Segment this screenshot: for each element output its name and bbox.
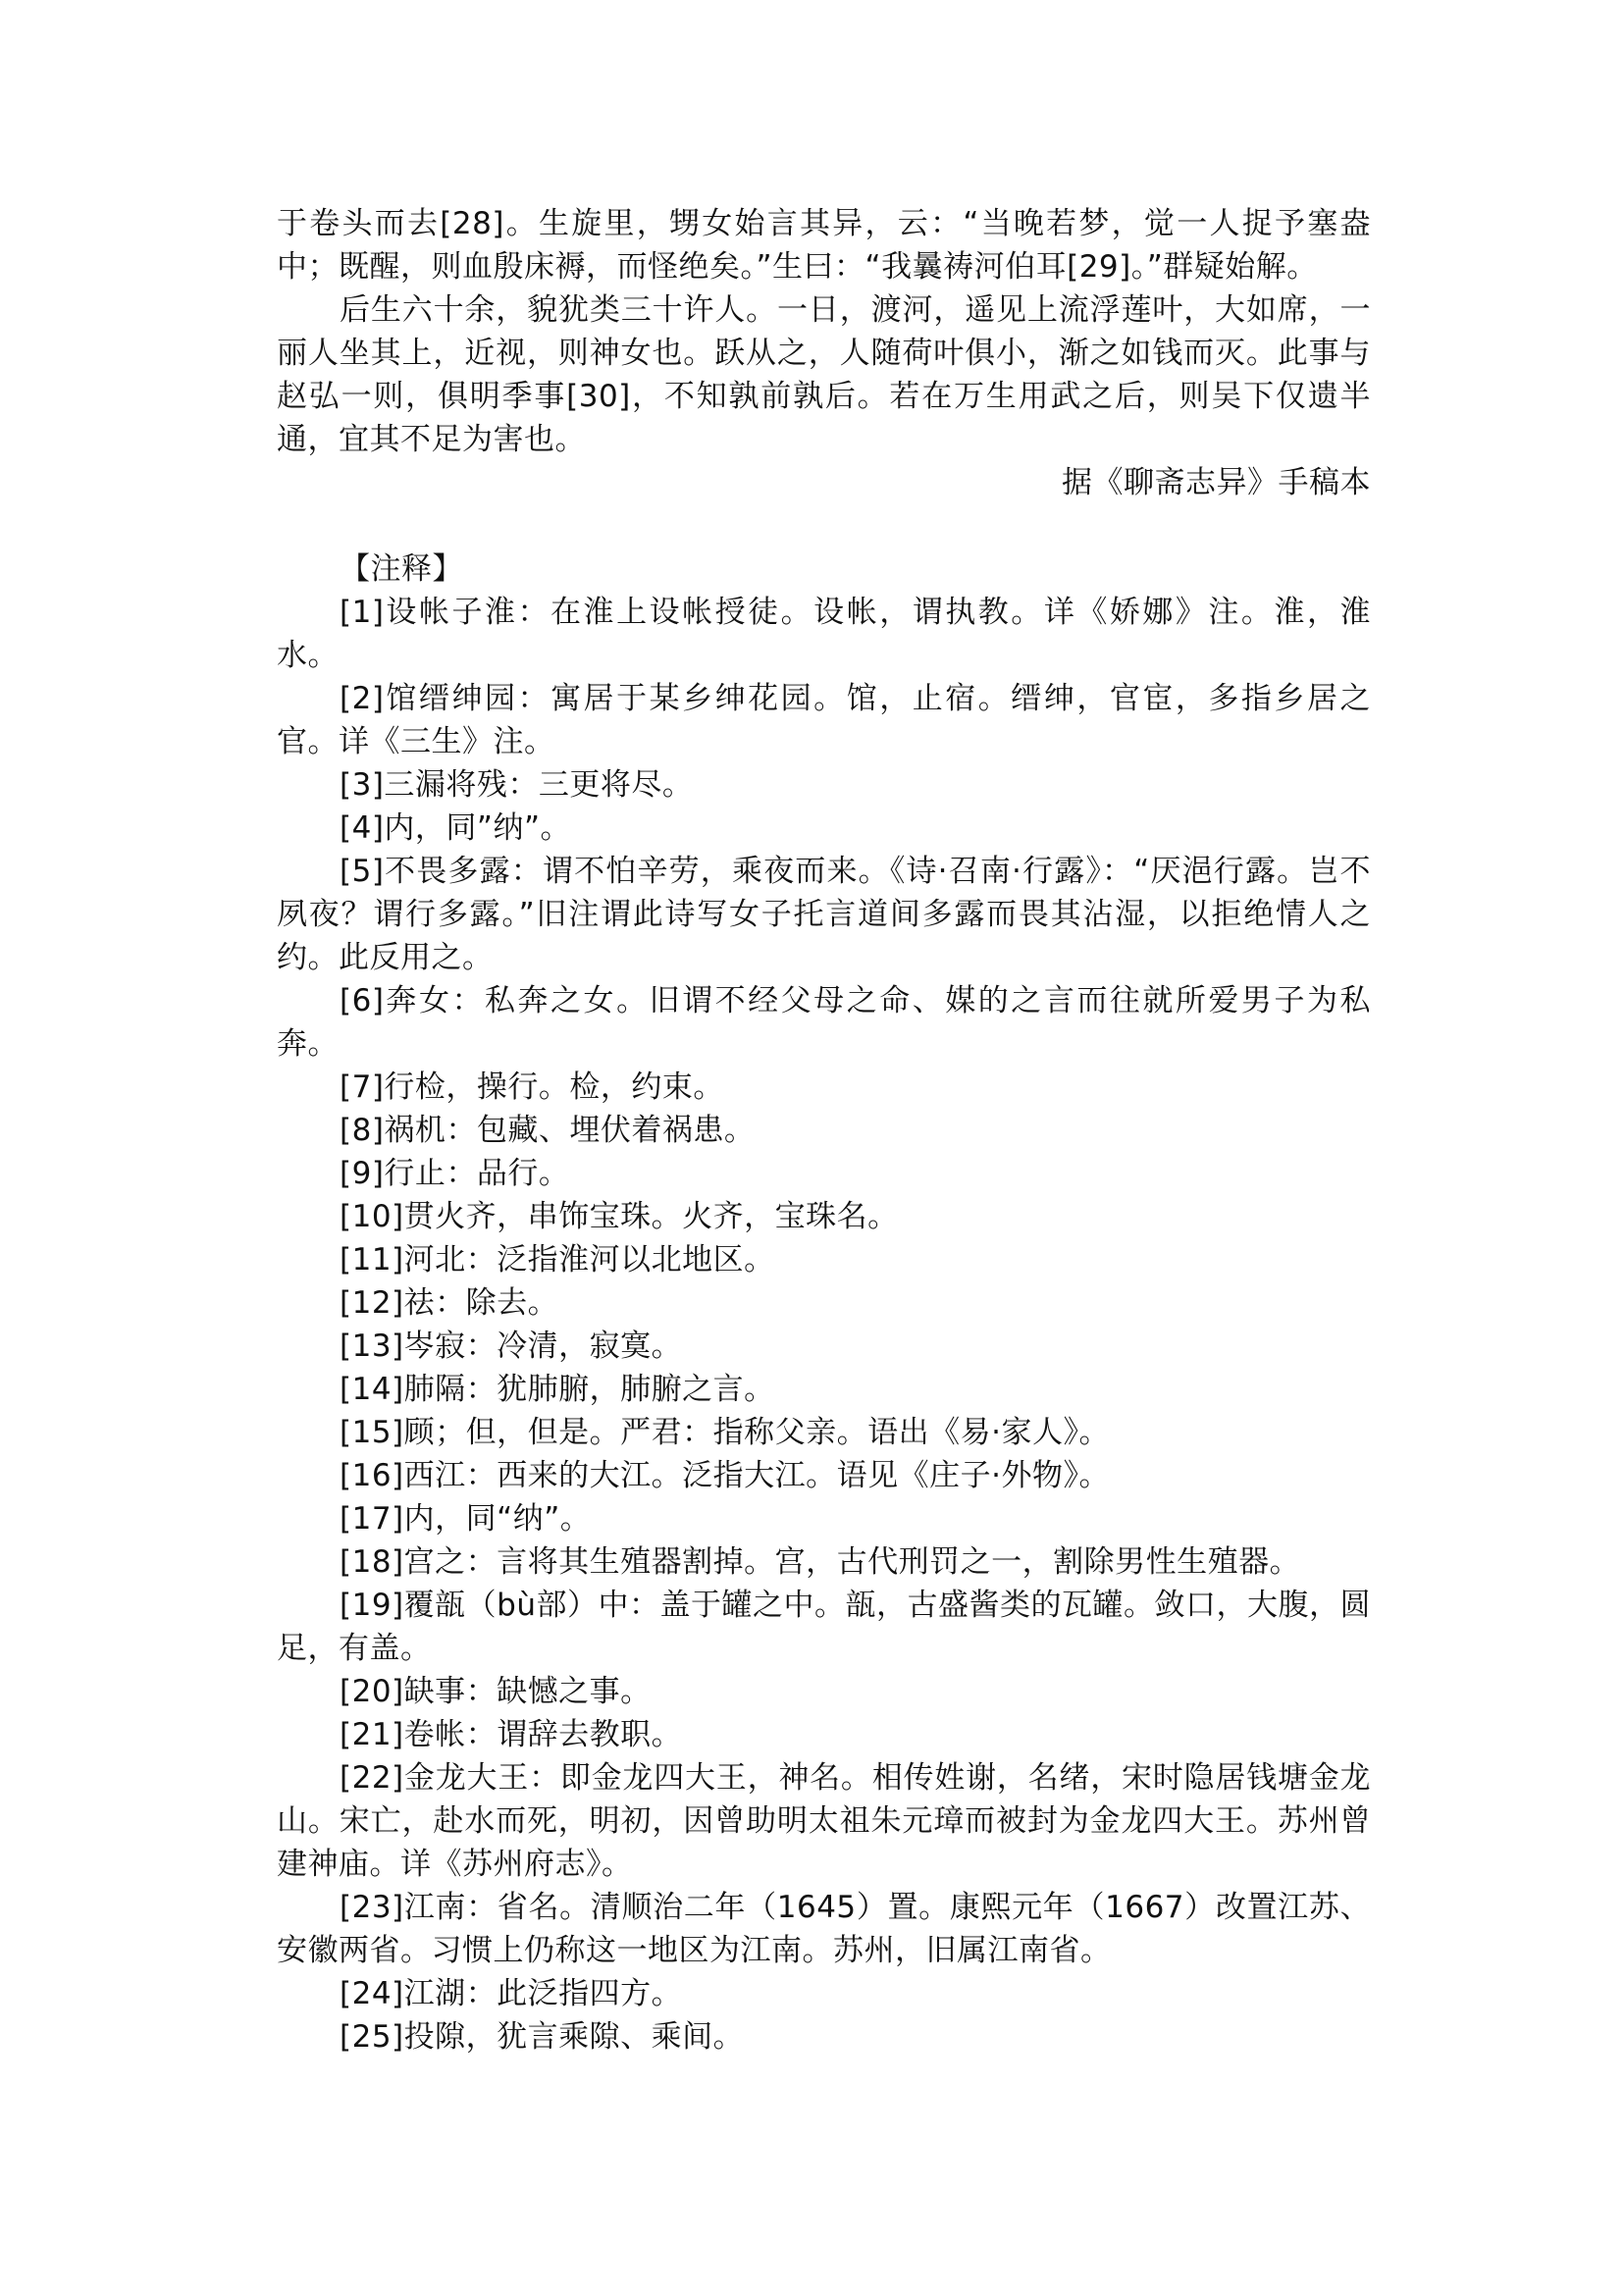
notes-heading: 【注释】 bbox=[340, 551, 463, 587]
note-item: [17]内，同“纳”。 bbox=[340, 1501, 592, 1537]
note-item: [21]卷帐：谓辞去教职。 bbox=[340, 1717, 683, 1752]
note-item: [6]奔女：私奔之女。旧谓不经父母之命、媒的之言而往就所爱男子为私奔。 bbox=[277, 983, 1371, 1062]
note-item: [3]三漏将残：三更将尽。 bbox=[340, 767, 694, 803]
note-item: [1]设帐子淮：在淮上设帐授徒。设帐，谓执教。详《娇娜》注。淮，淮水。 bbox=[277, 595, 1371, 673]
note-item: [15]顾；但，但是。严君：指称父亲。语出《易·家人》。 bbox=[340, 1415, 1110, 1450]
note-item: [20]缺事：缺憾之事。 bbox=[340, 1674, 652, 1709]
document-page bbox=[277, 202, 1371, 2059]
body-paragraph-1: 于卷头而去[28]。生旋里，甥女始言其异，云：“当晚若梦，觉一人捉予塞盎中；既醒，则血殷床褥，而怪绝矣。”生曰：“我曩祷河伯耳[29]。”群疑始解。 bbox=[277, 206, 1371, 285]
note-item: [12]祛：除去。 bbox=[340, 1285, 559, 1321]
notes-list bbox=[277, 591, 1371, 2059]
note-item: [22]金龙大王：即金龙四大王，神名。相传姓谢，名绪，宋时隐居钱塘金龙山。宋亡，赴水而死，明初，因曾助明太祖朱元璋而被封为金龙四大王。苏州曾建神庙。详《苏州府志》。 bbox=[277, 1760, 1371, 1882]
note-item: [25]投隙，犹言乘隙、乘间。 bbox=[340, 2019, 745, 2055]
note-item: [7]行检，操行。检，约束。 bbox=[340, 1069, 724, 1105]
note-item: [24]江湖：此泛指四方。 bbox=[340, 1976, 683, 2011]
note-item: [4]内，同”纳”。 bbox=[340, 810, 572, 846]
note-item: [10]贯火齐，串饰宝珠。火齐，宝珠名。 bbox=[340, 1199, 899, 1234]
note-item: [19]覆瓿（bù部）中：盖于罐之中。瓿，古盛酱类的瓦罐。敛口，大腹，圆足，有盖。 bbox=[277, 1588, 1371, 1666]
note-item: [23]江南：省名。清顺治二年（1645）置。康熙元年（1667）改置江苏、安徽两省。习惯上仍称这一地区为江南。苏州，旧属江南省。 bbox=[277, 1890, 1371, 1968]
body-paragraph-2: 后生六十余，貌犹类三十许人。一日，渡河，遥见上流浮莲叶，大如席，一丽人坐其上，近视，则神女也。跃从之，人随荷叶俱小，渐之如钱而灭。此事与赵弘一则，俱明季事[30]，不知孰前孰后。若在万生用武之后，则吴下仅遗半通，宜其不足为害也。 bbox=[277, 292, 1371, 457]
source-attribution: 据《聊斋志异》手稿本 bbox=[1062, 465, 1371, 500]
note-item: [9]行止：品行。 bbox=[340, 1156, 570, 1191]
note-item: [13]岑寂：冷清，寂寞。 bbox=[340, 1329, 683, 1364]
note-item: [16]西江：西来的大江。泛指大江。语见《庄子·外物》。 bbox=[340, 1458, 1110, 1493]
note-item: [8]祸机：包藏、埋伏着祸患。 bbox=[340, 1113, 756, 1148]
note-item: [2]馆缙绅园：寓居于某乡绅花园。馆，止宿。缙绅，官宦，多指乡居之官。详《三生》注。 bbox=[277, 681, 1371, 759]
note-item: [11]河北：泛指淮河以北地区。 bbox=[340, 1242, 775, 1277]
note-item: [18]宫之：言将其生殖器割掉。宫，古代刑罚之一，割除男性生殖器。 bbox=[340, 1544, 1301, 1580]
note-item: [5]不畏多露：谓不怕辛劳，乘夜而来。《诗·召南·行露》：“厌浥行露。岂不夙夜？谓行多露。”旧注谓此诗写女子托言道间多露而畏其沾湿，以拒绝情人之约。此反用之。 bbox=[277, 854, 1371, 975]
note-item: [14]肺隔：犹肺腑，肺腑之言。 bbox=[340, 1372, 775, 1407]
